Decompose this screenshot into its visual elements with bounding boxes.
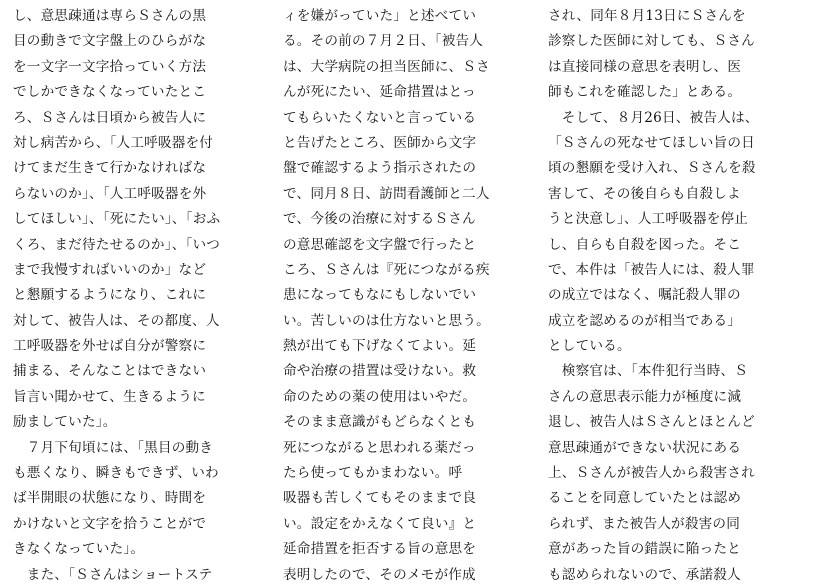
text-line: の意思確認を文字盤で行ったと <box>283 236 477 253</box>
text-line: たら使ってもかまわない。呼 <box>283 465 463 482</box>
text-line: けてまだ生きて行かなければな <box>13 160 207 177</box>
text-line: 目の動きで文字盤上のひらがな <box>13 33 207 50</box>
text-line: そのまま意識がもどらなくとも <box>283 414 477 431</box>
text-line: 対し病苦から、「人工呼吸器を付 <box>13 134 214 151</box>
text-line: ころ、Ｓさんは『死につながる疾 <box>283 261 490 278</box>
text-line: で、本件は「被告人には、殺人罪 <box>548 261 755 278</box>
text-line: の成立ではなく、嘱託殺人罪の <box>548 287 741 304</box>
text-line: 患になってもなにもしないでい <box>283 287 477 304</box>
text-line: 盤で確認するよう指示されたの <box>283 160 477 177</box>
text-line: られず、また被告人が殺害の同 <box>548 515 741 532</box>
text-line: 延命措置を拒否する旨の意思を <box>283 541 477 558</box>
text-line: かけないと文字を拾うことがで <box>13 515 207 532</box>
text-line: 意思疎通ができない状況にある <box>548 439 742 456</box>
text-line: ろ、Ｓさんは日頃から被告人に <box>13 109 207 126</box>
text-line: 成立を認めるのが相当である」 <box>548 312 742 329</box>
text-line: らないのか」、「人工呼吸器を外 <box>13 185 207 202</box>
text-column-3 <box>548 4 814 588</box>
text-line: 捕まる、そんなことはできない <box>13 363 207 380</box>
text-line: んが死にたい、延命措置はとっ <box>283 84 476 101</box>
text-line: は直接同様の意思を表明し、医 <box>548 58 742 75</box>
text-line: うと決意し」、人工呼吸器を停止 <box>548 211 749 228</box>
text-line: また、「Ｓさんはショートステ <box>13 566 213 583</box>
text-line: そして、８月26日、被告人は、 <box>548 109 759 126</box>
text-line: は、大学病院の担当医師に、Ｓさ <box>283 58 490 75</box>
text-line: で、今後の治療に対するＳさん <box>283 211 476 228</box>
text-line: 死につながると思われる薬だっ <box>283 439 476 456</box>
text-column-1 <box>13 4 279 588</box>
text-line: さんの意思表示能力が極度に減 <box>548 388 742 405</box>
text-line: ィを嫌がっていた」と述べてい <box>283 8 477 24</box>
text-line: され、同年８月13日にＳさんを <box>548 8 746 24</box>
text-line: としている。 <box>548 338 631 355</box>
text-line: ることを同意していたとは認め <box>548 490 742 507</box>
text-line: 検察官は、「本件犯行当時、Ｓ <box>548 363 749 380</box>
text-line: 熱が出ても下げなくてよい。延 <box>283 338 477 355</box>
text-line: 退し、被告人はＳさんとほとんど <box>548 414 755 431</box>
text-line: 命のための薬の使用はいやだ。 <box>283 388 477 405</box>
text-line: 励ましていた」。 <box>13 414 117 431</box>
text-line: し、意思疎通は専らＳさんの黒 <box>13 8 207 24</box>
text-line: と懇願するようになり、これに <box>13 287 207 304</box>
text-line: 表明したので、そのメモが作成 <box>283 566 476 583</box>
text-line: 旨言い聞かせて、生きるように <box>13 388 206 405</box>
text-line: 頃の懇願を受け入れ、Ｓさんを殺 <box>548 160 756 177</box>
text-line: 「Ｓさんの死なせてほしい旨の日 <box>548 134 755 151</box>
text-line: い。設定をかえなくて良い』と <box>283 515 477 532</box>
text-line: 対して、被告人は、その都度、人 <box>13 312 220 329</box>
text-line: きなくなっていた」。 <box>13 541 145 558</box>
text-line: も認められないので、承諾殺人 <box>548 566 741 583</box>
text-line: 上、Ｓさんが被告人から殺害され <box>548 465 755 482</box>
text-line: 診察した医師に対しても、Ｓさん <box>548 33 755 50</box>
text-line: る。その前の７月２日、「被告人 <box>283 33 484 50</box>
text-line: てもらいたくないと言っている <box>283 109 477 126</box>
text-column-2 <box>283 4 549 588</box>
text-line: し、自らも自殺を図った。そこ <box>548 236 742 253</box>
text-line: ば半開眼の状態になり、時間を <box>13 490 207 507</box>
text-line: くろ、まだ待たせるのか」、「いつ <box>13 236 221 253</box>
text-line: 意があった旨の錯誤に陥ったと <box>548 541 741 558</box>
text-line: 師もこれを確認した」とある。 <box>548 84 742 101</box>
text-line: で、同月８日、訪問看護師と二人 <box>283 185 490 202</box>
text-line: と告げたところ、医師から文字 <box>283 134 477 151</box>
text-line: してほしい」、「死にたい」、「おふ <box>13 211 221 228</box>
text-line: い。苦しいのは仕方ないと思う。 <box>283 312 490 329</box>
text-line: まで我慢すればいいのか」など <box>13 261 207 278</box>
text-line: 工呼吸器を外せば自分が警察に <box>13 338 207 355</box>
text-line: 害して、その後自らも自殺しよ <box>548 185 741 202</box>
text-line: 吸器も苦しくてもそのままで良 <box>283 490 477 507</box>
text-line: を一文字一文字拾っていく方法 <box>13 58 207 75</box>
text-line: ７月下旬頃には、「黒目の動き <box>13 439 214 456</box>
text-line: も悪くなり、瞬きもできず、いわ <box>13 465 219 482</box>
text-line: でしかできなくなっていたとこ <box>13 84 207 101</box>
text-line: 命や治療の措置は受けない。救 <box>283 363 477 380</box>
